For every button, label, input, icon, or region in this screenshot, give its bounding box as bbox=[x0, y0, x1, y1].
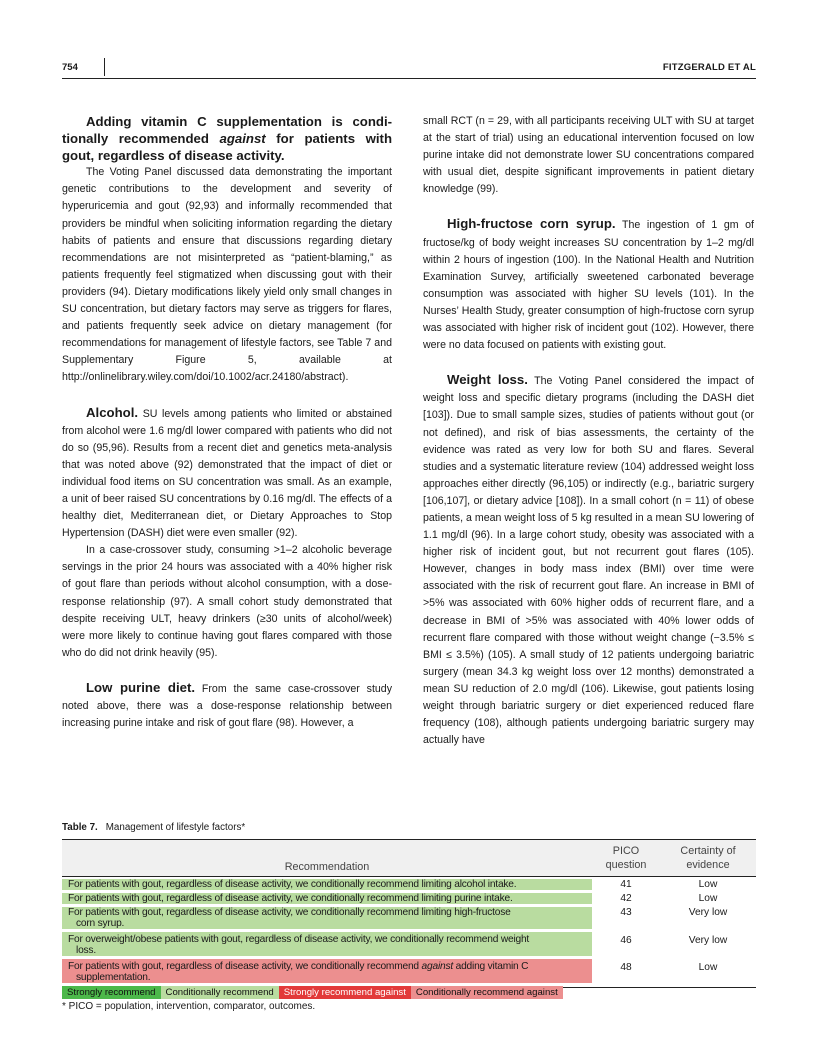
table-caption bbox=[62, 822, 245, 833]
recommendation-cell: For patients with gout, regardless of disease activity, we conditionally recommend limiting high-fructose corn syrup. bbox=[62, 907, 592, 929]
certainty-cell: Very low bbox=[688, 935, 728, 946]
alcohol-body: SU levels among patients who limited or abstained from alcohol were 1.6 mg/dl lower compared with patients who did not do so (95,96). Results from a recent diet and genetics meta-analysis that was noted above (92) demonstrated that the impact of diet or individual food items on SU concentration was small. As an example, a unit of beer raised SU concentrations by 0.16 mg/dl. The effects of a healthy diet, Mediterranean diet, or Dietary Approaches to Stop Hypertension (DASH) diet were even smaller (92). bbox=[62, 407, 392, 540]
recommendation-cell: For patients with gout, regardless of disease activity, we conditionally recommend limiting purine intake. bbox=[62, 893, 592, 904]
fructose-heading: High-fructose corn syrup. bbox=[447, 216, 616, 232]
weight-heading: Weight loss. bbox=[447, 372, 528, 388]
header-recommendation: Recommendation bbox=[284, 861, 370, 873]
section-vitamin-c bbox=[62, 113, 392, 387]
pico-cell: 43 bbox=[620, 907, 632, 918]
certainty-cell: Low bbox=[698, 893, 718, 904]
table-row bbox=[62, 890, 756, 904]
table-row bbox=[62, 956, 756, 987]
alcohol-body-2: In a case-crossover study, consuming >1–2 alcoholic beverage servings in the prior 24 hours was associated with a 40% higher risk of gout flare than periods without alcohol consumption, with a dose-response relationship (97). A small cohort study demonstrated that despite receiving ULT, heavy drinkers (≥30 units of alcohol/week) were more likely to continue having gout flares compared with those who do did not drink heavily (95). bbox=[62, 544, 392, 659]
section-alcohol bbox=[62, 404, 392, 662]
vitamin-c-body: The Voting Panel discussed data demonstrating the important genetic contributions to the development and severity of hyperuricemia and gout (92,93) and informally recommended that providers be mindful when soliciting information regarding the dietary habits of patients and ensure that discussions regarding dietary recommendations are not misinterpreted as “patient-blaming,” as patients frequently feel stigmatized when discussing gout with their providers (94). Dietary modifications likely yield only small changes in SU concentration, but dietary factors may serve as triggers for flares, and patients frequently seek advice on dietary management (for recommendations for management of lifestyle factors, see Table 7 and Supplementary Figure 5, available at http://onlinelibrary.wiley.com/doi/10.1002/acr.24180/abstract). bbox=[62, 166, 392, 384]
color-legend bbox=[62, 986, 563, 999]
section-low-purine bbox=[62, 679, 392, 732]
pico-cell: 48 bbox=[620, 962, 632, 973]
table-caption-text: Management of lifestyle factors* bbox=[105, 822, 246, 833]
left-column bbox=[62, 113, 392, 732]
legend-conditionally-recommend: Conditionally recommend bbox=[161, 986, 279, 999]
header-certainty: Certainty of evidence bbox=[680, 845, 736, 871]
page-header bbox=[62, 58, 756, 79]
table-header-row bbox=[62, 840, 756, 877]
page-number: 754 bbox=[62, 62, 78, 73]
recommendation-cell: For overweight/obese patients with gout, regardless of disease activity, we conditionally recommend weight loss. bbox=[62, 932, 592, 956]
header-pico: PICO question bbox=[605, 845, 647, 871]
table-label: Table 7. bbox=[62, 822, 98, 833]
fructose-body: The ingestion of 1 gm of fructose/kg of body weight increases SU concentration by 1–2 mg/dl within 2 hours of ingestion (100). In the National Health and Nutrition Examination Survey, artificially sweetened carbonated beverage consumption was associated with higher SU levels (101). In the Nurses’ Health Study, greater consumption of high-fructose corn syrup was associated with higher risk of incident gout (102). However, there were no data focused on patients with existing gout. bbox=[423, 219, 754, 352]
certainty-cell: Low bbox=[698, 962, 718, 973]
vitamin-c-heading: Adding vitamin C supplementation is condi-tionally recommended against for patients with gout, regardless of disease activity. bbox=[62, 114, 392, 164]
legend-strongly-against: Strongly recommend against bbox=[279, 986, 411, 999]
weight-body: The Voting Panel considered the impact of weight loss and specific dietary programs (including the DASH diet [103]). Due to small sample sizes, studies of patients without gout (or not defined), and risk of bias assessments, the certainty of the evidence was rated as very low for both SU and flares. Several studies and a systematic literature review (104) addressed weight loss approaches either directly (96,105) or indirectly (e.g., bariatric surgery [106,107], or dietary advice [108]). In a small cohort (n = 11) of obese patients, a mean weight loss of 5 kg resulted in a mean SU lowering of 1.1 mg/dl (96). In a large cohort study, obesity was associated with a higher risk of incident gout, but not recurrent gout flares (105). However, changes in body mass index (BMI) over time were associated with the risk of recurrent gout flare. An increase in BMI of >5% was associated with 60% higher odds of recurrent flare, and a decrease in BMI of >5% was associated with 40% lower odds of recurrent flare compared with those without weight change (−3.5% ≤ BMI ≤ 3.5%) (105). A small study of 12 patients undergoing bariatric surgery (mean 34.3 kg weight loss over 12 months) demonstrated a mean SU reduction of 2.0 mg/dl (106). Likewise, gout patients losing weight through bariatric surgery or diet experienced reduced flare frequency (108), although patients undergoing bariatric surgery may actually have bbox=[423, 375, 754, 747]
table-row bbox=[62, 877, 756, 890]
pico-cell: 46 bbox=[620, 935, 632, 946]
recommendation-cell: For patients with gout, regardless of disease activity, we conditionally recommend against adding vitamin C supplementation. bbox=[62, 959, 592, 983]
section-weight-loss bbox=[423, 371, 754, 749]
certainty-cell: Very low bbox=[688, 907, 728, 918]
purine-body: From the same case-crossover study noted above, there was a dose-response relationship between increasing purine intake and risk of gout flare (98). However, a bbox=[62, 682, 392, 730]
table-row bbox=[62, 904, 756, 929]
purine-continued: small RCT (n = 29, with all participants receiving ULT with SU at target at the start of trial) using an educational intervention focused on low purine intake did not demonstrate lower SU concentrations compared with usual diet, despite significant improvements in patient dietary knowledge (99). bbox=[423, 115, 754, 196]
right-column bbox=[423, 113, 754, 749]
purine-heading: Low purine diet. bbox=[86, 679, 196, 695]
pico-cell: 42 bbox=[620, 893, 632, 904]
section-fructose bbox=[423, 215, 754, 354]
legend-strongly-recommend: Strongly recommend bbox=[62, 986, 161, 999]
pico-cell: 41 bbox=[620, 879, 632, 890]
lifestyle-table bbox=[62, 839, 756, 988]
recommendation-cell: For patients with gout, regardless of disease activity, we conditionally recommend limiting alcohol intake. bbox=[62, 879, 592, 890]
table-row bbox=[62, 929, 756, 956]
legend-conditionally-against: Conditionally recommend against bbox=[411, 986, 563, 999]
certainty-cell: Low bbox=[698, 879, 718, 890]
table-footnote: * PICO = population, intervention, comparator, outcomes. bbox=[62, 1001, 316, 1012]
alcohol-heading: Alcohol. bbox=[86, 404, 139, 420]
running-head: FITZGERALD ET AL bbox=[662, 62, 756, 73]
header-divider bbox=[104, 58, 105, 76]
